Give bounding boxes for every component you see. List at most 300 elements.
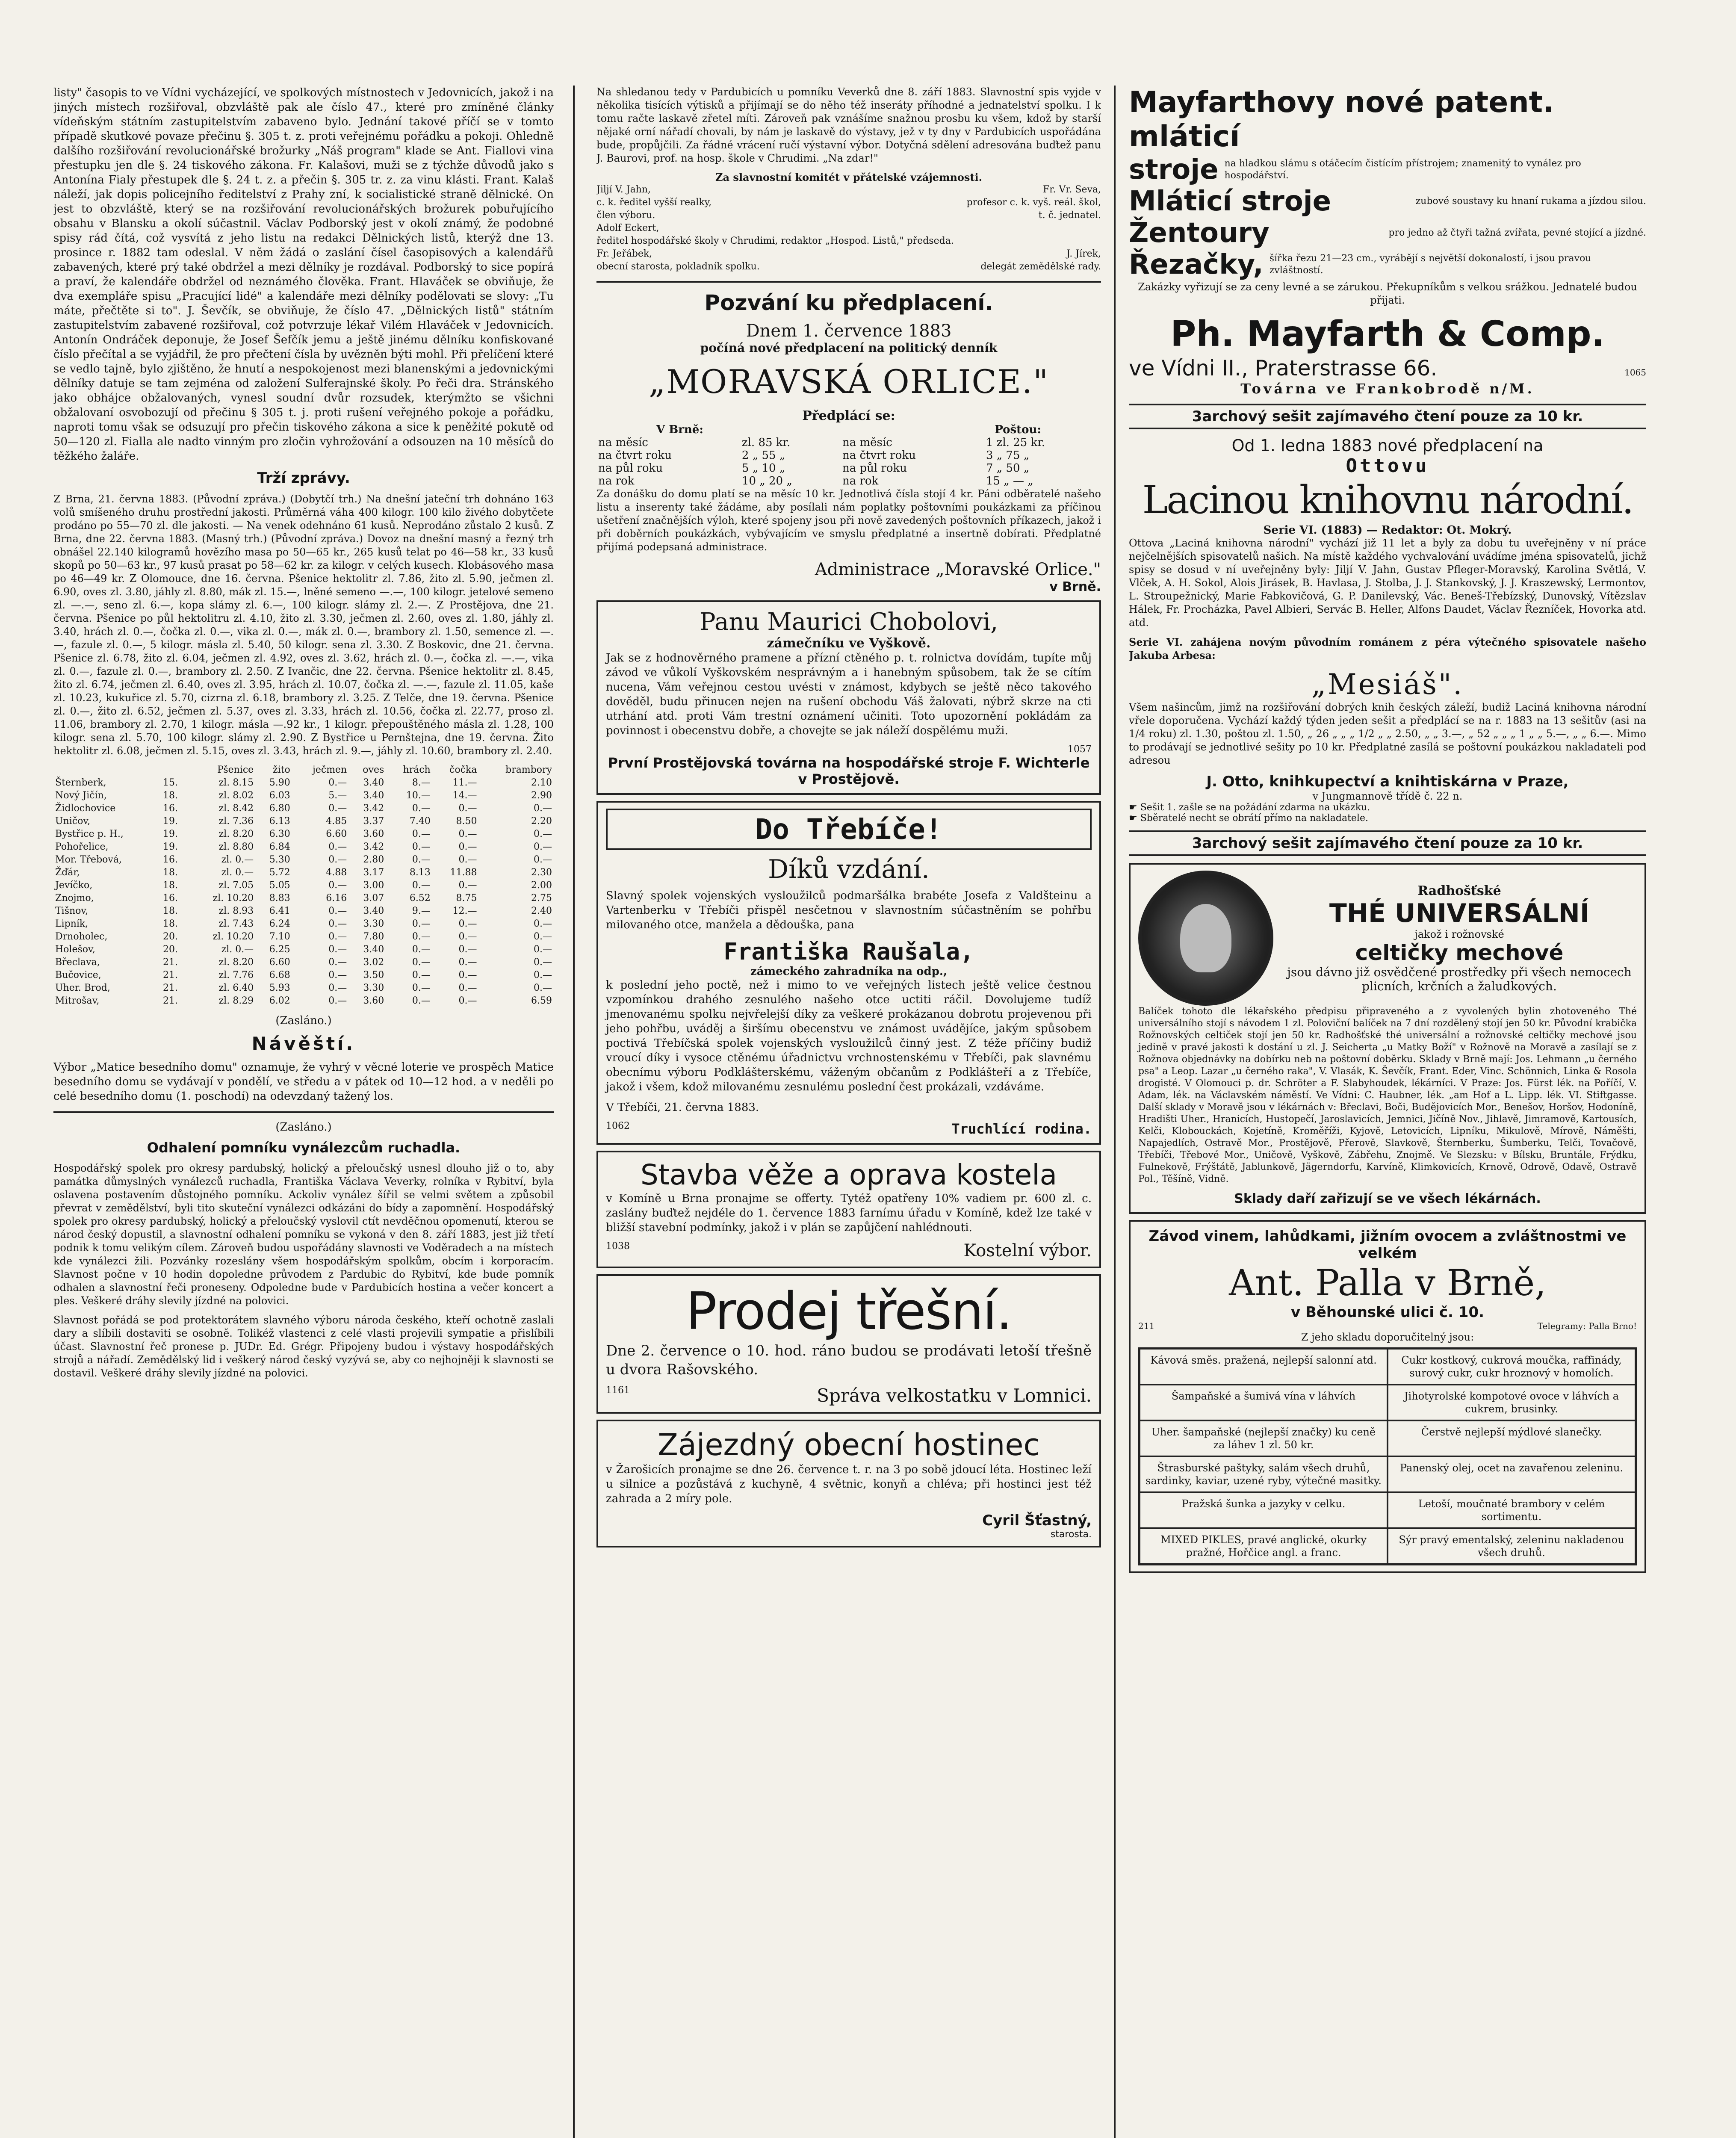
hostinec-title: Zájezdný obecní hostinec: [658, 1427, 1040, 1462]
table-cell: 6.25: [269, 944, 290, 955]
brne-label: V Brně:: [656, 423, 703, 436]
table-cell: 6.68: [269, 970, 290, 980]
pointing-hand-icon: ☛: [1129, 802, 1140, 813]
universal-ad: [1129, 863, 1646, 1214]
table-row: [596, 462, 1101, 475]
signature-block: [596, 183, 1101, 273]
navesti-text: Výbor „Matice besedního domu" oznamuje, že vyhrý v věcné loterie ve prospěch Matice besedního domu se vydávají v pondělí, ve středu a v pátek od 10—12 hod. a v neděli po celé besedního domu (1. poschodí) na odevzdaný tažený los.: [53, 1061, 554, 1103]
table-cell: 0.—: [412, 829, 431, 839]
table-cell: 14.—: [452, 790, 477, 801]
table-cell: 6.80: [269, 803, 290, 814]
table-cell: 3.42: [363, 803, 384, 814]
table-row: [596, 436, 1101, 449]
palla-telegram: Telegramy: Palla Brno!: [1537, 1321, 1637, 1331]
note-text: Sešit 1. zašle se na požádání zdarma na ukázku.: [1140, 802, 1370, 813]
table-row: [596, 449, 1101, 462]
table-cell: 18.: [163, 906, 178, 916]
table-cell: 0.—: [534, 983, 552, 993]
table-cell: 4.88: [326, 867, 347, 878]
table-row: [53, 969, 554, 982]
table-header: [161, 764, 189, 777]
table-cell: Bystřice p. H.,: [55, 829, 124, 839]
table-cell: Mitrošav,: [55, 995, 100, 1006]
table-cell: 0.—: [328, 983, 347, 993]
mesias-text: Všem našincům, jimž na rozšiřování dobrých knih českých záleží, budiž Laciná knihovna národní vřele doporučena. Vychází každý týden jeden sešit a předplácí se na r. 1883 na 13 sešitův (asi na 1/4 roku) zl. 1.30, poštou zl. 1.50, „ 26 „ „ „ 1/2 „ „ 2.50, „ „ 3.—, „ 52 „ „ „ 1 „ „ 5.—, „ „ 6.—. Mimo to prodávají se jednotlivé sešity po 10 kr. Předplatné zasílá se poštovní poukázkou nakladateli pod adresou: [1129, 701, 1646, 766]
table-cell: 8.83: [269, 893, 290, 904]
table-cell: 0.—: [534, 944, 552, 955]
odhaleni-heading: Odhalení pomníku vynálezcům ruchadla.: [147, 1140, 461, 1156]
table-cell: 9.—: [412, 906, 431, 916]
table-cell: 16.: [163, 803, 178, 814]
table-row: [596, 475, 1101, 487]
sesit-note: [1129, 813, 1646, 824]
table-row: [53, 905, 554, 918]
stavba-ad: [596, 1151, 1101, 1268]
table-cell: 3.07: [363, 893, 384, 904]
pozvani-sub: počíná nové předplacení na politický denník: [700, 341, 998, 355]
diku-role: zámeckého zahradníka na odp.,: [750, 965, 947, 978]
table-header: Pšenice: [217, 765, 254, 775]
factory-location: Továrna ve Frankobrodě n/M.: [1240, 381, 1535, 397]
table-cell: 3.60: [363, 995, 384, 1006]
table-cell: 0.—: [328, 918, 347, 929]
stavba-signature: Kostelní výbor.: [963, 1241, 1092, 1261]
table-cell: 2.40: [531, 906, 552, 916]
table-cell: 3.00: [363, 880, 384, 891]
company-address: ve Vídni II., Praterstrasse 66.: [1129, 356, 1438, 381]
signature-row: [596, 222, 1101, 235]
table-header: čočka: [449, 765, 477, 775]
signature-row: [596, 235, 1101, 248]
table-header: oves: [363, 765, 384, 775]
ad-title: Panu Maurici Chobolovi,: [699, 608, 998, 636]
table-cell: 3.30: [363, 918, 384, 929]
table-cell: 0.—: [328, 880, 347, 891]
product-desc: na hladkou slámu s otáčecím čistícím přístrojem; znamenitý to vynález pro hospodářství.: [1224, 158, 1581, 181]
table-cell: 3.40: [363, 790, 384, 801]
table-cell: 2.30: [531, 867, 552, 878]
diku-signature: Truchlící rodina.: [951, 1121, 1092, 1137]
product-row: [1129, 249, 1646, 281]
table-cell: na měsíc: [842, 436, 892, 449]
portrait-seal-icon: [1138, 871, 1273, 1006]
signature-cell: Fr. Vr. Seva,: [1043, 184, 1101, 195]
diku-date: V Třebíči, 21. června 1883.: [606, 1101, 759, 1114]
table-cell: 4.85: [326, 816, 347, 827]
table-cell: 0.—: [458, 854, 477, 865]
table-cell: 20.: [163, 931, 178, 942]
table-cell: 6.52: [409, 893, 431, 904]
product-row: [1129, 186, 1646, 217]
table-cell: zl. 8.29: [218, 995, 254, 1006]
table-cell: 18.: [163, 790, 178, 801]
table-row: [53, 995, 554, 1007]
table-cell: zl. 0.—: [221, 944, 254, 955]
product-cell: Panenský olej, ocet na zavařenou zeleninu.: [1388, 1456, 1636, 1492]
sesit-note: [1129, 802, 1646, 813]
table-cell: 3.17: [363, 867, 384, 878]
table-cell: 21.: [163, 995, 178, 1006]
table-cell: 0.—: [458, 829, 477, 839]
table-cell: Žďár,: [55, 867, 80, 878]
table-row: [53, 930, 554, 943]
table-cell: zl. 8.15: [218, 777, 254, 788]
table-cell: 0.—: [458, 842, 477, 852]
mayfarth-text: Zakázky vyřizují se za ceny levné a se zárukou. Překupníkům s velkou srážkou. Jednatelé budou přijati.: [1138, 281, 1637, 306]
table-cell: 0.—: [412, 854, 431, 865]
table-row: [53, 892, 554, 905]
table-cell: na čtvrt roku: [598, 449, 672, 462]
odhaleni-text: Hospodářský spolek pro okresy pardubský, holický a přeloučský usnesl dlouho již o to, aby památka důmyslných vynálezců ruchadla, Františka Václava Veverky, rolníka v Rybitví, byla oslavena postavením důstojného pomníku. Ackoliv vynález šířil se velmi světem a způsobil převrat v zemědělství, byli tito skuteční vynálezci odkázáni do bídy a zapomnění. Hospodářský spolek pro okresy pardubský, holický a přeloučský vyslovil ctít nevděčnou opomenutí, kterou se národ český dopustil, a slavnostní odhalení pomníku se vykoná v den 8. září 1883, jest již třetí podnik k tomu velikým cílem. Zároveň budou uspořádány slavnosti ve Voděradech a na místech kde vynálezci žili. Pozvánky rozeslány všem hospodářským spolkům, obcím i korporacím. Slavnost počne v 10 hodin dopoledne průvodem z Pardubic do Rybitví, kde bude pomník odhalen a slavnostní řeči proneseny. Odpoledne bude v Pardubicích hostina a večer koncert a ples. Veškeré dráhy slevily jízdné na polovici.: [53, 1162, 554, 1307]
table-cell: zl. 85 kr.: [741, 436, 791, 449]
table-cell: Židlochovice: [55, 803, 116, 814]
prodej-signature: Správa velkostatku v Lomnici.: [817, 1385, 1092, 1406]
pozvani-text: Za donášku do domu platí se na měsíc 10 kr. Jednotlivá čísla stojí 4 kr. Páni odběratelé našeho listu a inserenty také žádáme, aby posílali nám poplatky poštovními poukázkami za příčinou ušetření značnějších výloh, které spojeny jsou při nově zavedených poštovních příkazech, jakož i při doběrních poukázkách, vybývajícím ve smyslu předplatné a insertně dobírati. Předplatné přijímá podepsaná administrace.: [596, 488, 1101, 553]
table-cell: 0.—: [534, 970, 552, 980]
diku-text: Slavný spolek vojenských vysloužilců podmaršálka brabéte Josefa z Valdšteinu a Vartenberku v Třebíči přispěl nesčetnou v slavnostním súčastněním se pohřbu milovaného otce, manžela a dědouška, pana: [606, 889, 1092, 931]
table-row: [53, 982, 554, 995]
table-cell: Holešov,: [55, 944, 95, 955]
table-row: [53, 918, 554, 930]
table-cell: zl. 0.—: [221, 867, 254, 878]
table-cell: 19.: [163, 842, 178, 852]
zaslano-label: (Zasláno.): [275, 1014, 332, 1027]
od-ledna: Od 1. ledna 1883 nové předplacení na: [1231, 436, 1544, 455]
product-row: [1129, 154, 1646, 186]
table-header: brambory: [505, 765, 552, 775]
product-row: [1129, 217, 1646, 249]
table-cell: 0.—: [412, 957, 431, 968]
ad-number: 1057: [1068, 744, 1092, 755]
table-header-row: [53, 764, 554, 777]
table-row: [53, 815, 554, 828]
signature-cell: delegát zemědělské rady.: [980, 261, 1101, 272]
table-row: [53, 789, 554, 802]
table-cell: 16.: [163, 854, 178, 865]
table-cell: 6.03: [269, 790, 290, 801]
table-cell: Uničov,: [55, 816, 91, 827]
table-cell: 0.—: [412, 880, 431, 891]
table-row: [53, 802, 554, 815]
table-cell: 3.02: [363, 957, 384, 968]
table-row: [53, 943, 554, 956]
table-cell: Mor. Třebová,: [55, 854, 122, 865]
hostinec-text: v Žarošicích pronajme se dne 26. července t. r. na 3 po sobě jdoucí léta. Hostinec leží u silnice a pozůstává z kuchyně, 4 světnic, konyň a chléva; při hostinci jest též zahrada a 2 míry pole.: [606, 1463, 1092, 1505]
sesit-banner: 3archový sešit zajímavého čtení pouze za 10 kr.: [1129, 830, 1646, 856]
universal-title: THÉ UNIVERSÁLNÍ: [1329, 898, 1590, 928]
table-cell: 0.—: [412, 931, 431, 942]
mesias-title: „Mesiáš".: [1311, 668, 1464, 701]
table-cell: 3.40: [363, 944, 384, 955]
table-cell: 8.—: [412, 777, 431, 788]
table-cell: Znojmo,: [55, 893, 94, 904]
product-cell: Jihotyrolské kompotové ovoce v láhvích a cukrem, brusinky.: [1388, 1385, 1636, 1420]
trebic-title: Do Třebíče!: [606, 809, 1092, 850]
table-cell: Břeclava,: [55, 957, 100, 968]
table-cell: 1 zl. 25 kr.: [986, 436, 1045, 449]
table-cell: 0.—: [534, 842, 552, 852]
palla-ad: [1129, 1220, 1646, 1573]
table-cell: 0.—: [534, 918, 552, 929]
lacinou-text: Ottova „Laciná knihovna národní" vychází již 11 let a byly za dobu tu uveřejněny v ní práce nejčelnějších spisovatelů našich. Na místě každého vychvalování uvádíme jména spisovatelů, jichž spisy se dosud v ní uveřejněny byly: Jiljí V. Jahn, Gustav Pfleger-Moravský, Karolina Světlá, V. Vlček, A. H. Sokol, Alois Jirásek, B. Havlasa, J. Stolba, J. J. Stankovský, J. J. Kraszewský, Lermontov, L. Stroupežnický, Marie Fabkovičová, G. P. Danilevský, Vác. Beneš-Třebízský, Dunovský, Vítězslav Hálek, Fr. Procházka, Pavel Albieri, Servác B. Heller, Alfons Daudet, Václav Řezníček, Hovorka atd. atd.: [1129, 537, 1646, 629]
table-cell: 0.—: [534, 803, 552, 814]
table-cell: 0.—: [412, 803, 431, 814]
pozvani-heading: Pozvání ku předplacení.: [704, 290, 993, 315]
table-cell: 7.10: [269, 931, 290, 942]
sklady-line: Sklady daří zařizují se ve všech lékárnách.: [1234, 1191, 1541, 1206]
lacinou-title: Lacinou knihovnu národní.: [1142, 478, 1633, 523]
signature-cell: ředitel hospodářské školy v Chrudimi, redaktor „Hospod. Listů," předseda.: [596, 236, 954, 246]
zaslano-label: (Zasláno.): [275, 1121, 332, 1134]
table-cell: 6.60: [326, 829, 347, 839]
column-divider: [1114, 86, 1116, 2138]
company-name: Ph. Mayfarth & Comp.: [1170, 314, 1605, 354]
table-cell: zl. 6.40: [218, 983, 254, 993]
product-desc: zubové soustavy ku hnaní rukama a jízdou silou.: [1415, 196, 1646, 207]
product-cell: Šampaňské a šumivá vína v láhvích: [1140, 1385, 1388, 1420]
table-row: [53, 777, 554, 789]
table-cell: 0.—: [458, 880, 477, 891]
product-cell: Kávová směs. pražená, nejlepší salonní atd.: [1140, 1349, 1388, 1385]
table-cell: zl. 8.20: [218, 829, 254, 839]
table-cell: 3.42: [363, 842, 384, 852]
table-cell: 6.13: [269, 816, 290, 827]
stavba-title: Stavba věže a oprava kostela: [640, 1158, 1057, 1191]
ad-number: 1062: [606, 1121, 630, 1131]
table-cell: 3.40: [363, 906, 384, 916]
stavba-footer: [606, 1241, 1092, 1261]
table-cell: 5.—: [328, 790, 347, 801]
table-cell: 0.—: [458, 983, 477, 993]
serie-text: Serie VI. zahájena novým původním románem z péra výtečného spisovatele našeho Jakuba Arbesa:: [1129, 636, 1646, 661]
signature-row: [596, 260, 1101, 273]
signature-cell: J. Jírek,: [1066, 248, 1101, 259]
table-row: [53, 841, 554, 853]
table-cell: 0.—: [534, 829, 552, 839]
column-divider: [573, 86, 575, 2138]
table-cell: 6.24: [269, 918, 290, 929]
table-cell: 0.—: [328, 777, 347, 788]
table-cell: Nový Jičín,: [55, 790, 107, 801]
diku-name: Františka Raušala,: [723, 938, 974, 965]
note-text: Sběratelé necht se obrátí přímo na nakladatele.: [1140, 813, 1368, 824]
table-header: [53, 764, 161, 777]
odhaleni-text: Slavnost pořádá se pod protektorátem slavného výboru národa českého, kteří ochotně zaslali dary a slíbili dostaviti se osobně. Tolikéž vlastenci z celé vlasti projevili sympatie a přislíbili účast. Slavnostní řeč pronese p. JUDr. Ed. Grégr. Připojeny budou i výstavy hospodářských strojů a nářadí. Zemědělský lid i veškerý národ český vyzývá se, aby co nejhojněji k slavnosti se dostavil. Veškeré dráhy slevily jízdné na polovici.: [53, 1314, 554, 1379]
brno-signature: v Brně.: [1049, 579, 1101, 594]
table-cell: zl. 8.80: [218, 842, 254, 852]
ad-number: 1065: [1624, 367, 1646, 378]
table-cell: 0.—: [412, 970, 431, 980]
paper-name: „MORAVSKÁ ORLICE.": [648, 363, 1049, 401]
signature-cell: Fr. Jeřábek,: [596, 248, 652, 259]
table-cell: 2.75: [531, 893, 552, 904]
table-cell: zl. 7.43: [218, 918, 254, 929]
table-cell: 2.20: [531, 816, 552, 827]
newspaper-page: [26, 21, 1710, 2138]
table-cell: na čtvrt roku: [842, 449, 916, 462]
table-cell: Uher. Brod,: [55, 983, 110, 993]
price-table-body: [53, 777, 554, 1007]
table-cell: 5.90: [269, 777, 290, 788]
table-cell: 0.—: [328, 803, 347, 814]
pozvani-date: Dnem 1. července 1883: [746, 321, 952, 341]
table-cell: zl. 8.20: [218, 957, 254, 968]
table-cell: 0.—: [458, 970, 477, 980]
trebic-ad: [596, 801, 1101, 1145]
table-cell: na rok: [842, 475, 879, 487]
signature-row: [596, 183, 1101, 196]
table-row: [53, 879, 554, 892]
table-cell: 0.—: [328, 854, 347, 865]
table-row: [53, 853, 554, 866]
prodej-ad: [596, 1274, 1101, 1414]
product-cell: Sýr pravý ementalský, zeleninu nakladenou všech druhů.: [1388, 1528, 1636, 1564]
table-cell: 15 „ — „: [986, 475, 1033, 487]
middle-column: [596, 86, 1101, 2138]
celticky-title: celtičky mechové: [1355, 940, 1564, 965]
market-text: Z Brna, 21. června 1883. (Původní zpráva.) (Dobytčí trh.) Na dnešní jateční trh dohnáno 163 volů smíšeného druhu prostřední jakosti. Průměrná váha 400 kilogr. 100 kilo živého dobytčete prodáno po 55—70 zl. dle jakosti. — Na venek odehnáno 61 kusů. Neprodáno zůstalo 2 kusů. Z Brna, dne 22. června 1883. (Masný trh.) (Původní zpráva.) Dovoz na dnešní masný a řezný trh obnášel 22.140 kilogramů hovězího masa po 50—65 kr., 265 kusů telat po 46—58 kr., 33 kusů skopů po 50—63 kr., 97 kusů prasat po 58—62 kr. za kilogr. v celých kusech. Klobásového masa po 46—49 kr. Z Olomouce, dne 16. června. Pšenice hektolitr zl. 7.86, žito zl. 5.90, ječmen zl. 6.90, oves zl. 3.80, jáhly zl. 8.80, mák zl. 15.—, lněné semeno —.—, 100 kilogr. jetelové semeno zl. —.—, seno zl. 6.—, kopa slámy zl. 6.—, 100 kilogr. slámy zl. 2.—. Z Prostějova, dne 21. června. Pšenice po půl hektolitru zl. 4.10, žito zl. 3.30, ječmen zl. 2.60, oves zl. 1.80, jáhly zl. 3.40, hrách zl. 0.—, čočka zl. 0.—, vika zl. 0.—, mák zl. 0.—, brambory zl. 1.50, semence zl. —.—, fazule zl. 0.—, 5 kilogr. másla zl. 5.40, 50 kilogr. sena zl. 3.30. Z Boskovic, dne 21. června. Pšenice zl. 6.78, žito zl. 6.04, ječmen zl. 4.92, oves zl. 3.62, hrách zl. 0.—, čočka zl. —.—, vika zl. 0.—, fazule zl. 0.—, brambory zl. 2.50. Z Ivančic, dne 22. června. Pšenice hektolitr zl. 8.45, žito zl. 6.74, ječmen zl. 6.40, oves zl. 3.95, hrách zl. 10.07, čočka zl. —.—, fazule zl. 11.05, kaše zl. 10.23, kukuřice zl. 5.70, cizrna zl. 6.18, brambory zl. 3.25. Z Telče, dne 19. června. Pšenice zl. 0.—, žito zl. 6.52, ječmen zl. 5.37, oves zl. 3.33, hrách zl. 10.56, čočka zl. 22.77, proso zl. 11.06, brambory zl. 2.70, 1 kilogr. másla —.92 kr., 1 kilogr. přepouštěného másla zl. 1.28, 100 kilogr. sena zl. 5.70, 100 kilogr. slámy zl. 2.90. Z Bystřice u Pernštejna, dne 19. června. Žito hektolitr zl. 6.08, ječmen zl. 5.15, oves zl. 3.43, hrách zl. 9.—, jáhly zl. 10.60, brambory zl. 2.40.: [53, 493, 554, 757]
signature-cell: Adolf Eckert,: [596, 223, 659, 233]
hostinec-role: starosta.: [1050, 1529, 1092, 1540]
table-cell: 21.: [163, 970, 178, 980]
table-cell: 8.13: [409, 867, 431, 878]
table-cell: 6.59: [531, 995, 552, 1006]
table-cell: 0.—: [412, 983, 431, 993]
table-cell: 12.—: [452, 906, 477, 916]
table-cell: 6.41: [269, 906, 290, 916]
table-row: [53, 828, 554, 841]
universal-titles: [1282, 883, 1637, 993]
signature-row: [596, 209, 1101, 222]
company-address-row: [1129, 356, 1646, 381]
radhost-label: Radhošťské: [1417, 883, 1501, 898]
signature-cell: profesor c. k. vyš. reál. škol,: [966, 197, 1101, 208]
table-cell: 19.: [163, 816, 178, 827]
signature-row: [596, 196, 1101, 209]
table-cell: 0.—: [458, 995, 477, 1006]
ottovu: Ottovu: [1346, 455, 1429, 477]
prodej-text: Dne 2. července o 10. hod. ráno budou se prodávati letoší třešně u dvora Rašovského.: [606, 1342, 1092, 1378]
stavba-text: v Komíně u Brna pronajme se offerty. Tytéž opatřeny 10% vadiem pr. 600 zl. c. zaslány buďtež nejdéle do 1. července 1883 farnímu úřadu v Komíně, kdež lze také v bližší stavební podmínky, jakož i v plán se zapůjčení nahlédnouti.: [606, 1192, 1092, 1234]
product-grid: [1138, 1347, 1637, 1565]
sesit-banner: 3archový sešit zajímavého čtení pouze za 10 kr.: [1129, 404, 1646, 429]
table-cell: 0.—: [412, 918, 431, 929]
ad-text: Jak se z hodnověrného pramene a přízní ctěného p. t. rolnictva dovídám, tupíte můj závod ve vůkolí Vyškovském nesprávným a i hanebným spůsobem, tak že se cítím nucena, Vám veřejnou cestou uvésti v známost, kdybych se ještě něco takového dověděl, budu přinucen nejen na rušení obchodu Váš žalovati, nýbrž skrze na cti utrhání atd. proti Vám trestní oznámení učiniti. Toto upozornění pokládám za povinnost i obecenstvu dobře, a chovejte se jak náleží dospělému muži.: [606, 652, 1092, 737]
table-cell: 2.90: [531, 790, 552, 801]
signature-cell: Jiljí V. Jahn,: [596, 184, 651, 195]
diku-footer: [606, 1121, 1092, 1137]
rozmanite-label: jakož i rožnovské: [1414, 928, 1504, 940]
mayfarth-title: Mayfarthovy nové patent. mláticí: [1129, 86, 1554, 154]
table-header: ječmen: [313, 765, 347, 775]
divider: [53, 1111, 554, 1113]
universal-header: [1138, 871, 1637, 1006]
table-cell: zl. 8.02: [218, 790, 254, 801]
serie-line: Serie VI. (1883) — Redaktor: Ot. Mokrý.: [1263, 524, 1512, 537]
chobolovi-ad: [596, 600, 1101, 795]
table-cell: Bučovice,: [55, 970, 101, 980]
table-cell: 0.—: [328, 944, 347, 955]
right-column: [1129, 86, 1646, 2138]
table-row: [53, 956, 554, 969]
palla-intro: Z jeho skladu doporučitelný jsou:: [1301, 1331, 1474, 1343]
table-cell: 11.—: [452, 777, 477, 788]
prodej-footer: [606, 1385, 1092, 1406]
table-cell: 16.: [163, 893, 178, 904]
product-label: Mláticí stroje: [1129, 186, 1332, 217]
table-cell: zl. 8.93: [218, 906, 254, 916]
table-cell: 6.84: [269, 842, 290, 852]
table-header: žito: [273, 765, 290, 775]
table-cell: 0.—: [458, 918, 477, 929]
palla-meta: [1138, 1321, 1637, 1331]
table-cell: 10.—: [406, 790, 431, 801]
product-label: stroje: [1129, 154, 1219, 186]
table-cell: Pohořelice,: [55, 842, 109, 852]
table-cell: Šternberk,: [55, 777, 106, 788]
product-desc: šířka řezu 21—23 cm., vyrábějí s největší dokonalostí, i jsou pravou zvláštností.: [1269, 253, 1591, 276]
table-cell: 3.60: [363, 829, 384, 839]
ad-subtitle: zámečníku ve Vyškově.: [767, 636, 931, 651]
table-cell: 5 „ 10 „: [741, 462, 785, 475]
palla-address: v Běhounské ulici č. 10.: [1290, 1304, 1485, 1321]
pointing-hand-icon: ☛: [1129, 813, 1140, 824]
table-header: hrách: [403, 765, 431, 775]
product-cell: Štrasburské paštyky, salám všech druhů, sardinky, kaviar, uzené ryby, výtečné masitky.: [1140, 1456, 1388, 1492]
table-cell: 0.—: [412, 944, 431, 955]
universal-text: jsou dávno již osvědčené prostředky při všech nemocech plicních, krčních a žaludkových.: [1287, 965, 1632, 993]
table-cell: 0.—: [458, 803, 477, 814]
ad-number: 1161: [606, 1385, 630, 1396]
table-cell: 3 „ 75 „: [986, 449, 1030, 462]
market-heading: Trží zprávy.: [257, 470, 350, 487]
table-row: [53, 866, 554, 879]
subscription-table: [596, 436, 1101, 487]
table-cell: 0.—: [328, 957, 347, 968]
table-cell: 0.—: [328, 995, 347, 1006]
predplaci-label: Předplácí se:: [802, 408, 895, 423]
table-cell: 21.: [163, 983, 178, 993]
table-cell: 5.93: [269, 983, 290, 993]
table-cell: 0.—: [328, 970, 347, 980]
product-cell: Cukr kostkový, cukrová moučka, raffinády, surový cukr, cukr hroznový v homolích.: [1388, 1349, 1636, 1385]
notice-text: Na shledanou tedy v Pardubicích u pomníku Veverků dne 8. září 1883. Slavnostní spis vyjde v několika tisících výtisků a přijímají se do něho též inseráty příhodné a jednatelství spolku. I k tomu račte laskavě zřetel míti. Zároveň pak vznášíme snažnou prosbu ku všem, kdož by starší nějaké orní nářadí chovali, by nám je laskavě do výstavy, jež v ty dny v Pardubicích uspořádána bude, propůjčili. Za řádné vrácení ručí výstavní výbor. Dotyčná sdělení adresována buďtež panu J. Baurovi, prof. na hosp. škole v Chrudimi. „Na zdar!": [596, 86, 1101, 164]
committee-heading: Za slavnostní komitét v přátelské vzájemnosti.: [715, 171, 982, 183]
table-cell: 18.: [163, 918, 178, 929]
product-cell: Čerstvě nejlepší mýdlové slanečky.: [1388, 1420, 1636, 1456]
ad-number: 211: [1138, 1321, 1155, 1331]
signature-row: [596, 248, 1101, 260]
table-cell: 0.—: [534, 957, 552, 968]
table-cell: Drnoholec,: [55, 931, 108, 942]
table-cell: 0.—: [328, 906, 347, 916]
table-cell: 15.: [163, 777, 178, 788]
hostinec-ad: [596, 1420, 1101, 1547]
diku-title: Díků vzdání.: [768, 854, 930, 884]
table-cell: 6.30: [269, 829, 290, 839]
table-cell: 2 „ 55 „: [741, 449, 785, 462]
table-cell: 0.—: [534, 854, 552, 865]
table-cell: 6.60: [269, 957, 290, 968]
table-cell: 0.—: [328, 931, 347, 942]
table-cell: 0.—: [412, 995, 431, 1006]
product-label: Řezačky,: [1129, 249, 1264, 281]
table-cell: 7.40: [409, 816, 431, 827]
table-cell: 21.: [163, 957, 178, 968]
price-table: [53, 764, 554, 1007]
article-text: listy" časopis to ve Vídni vycházející, ve spolkových místnostech v Jedovnicích, jakož i na jiných místech rozšiřoval, obzvláště pak ale číslo 47., které pro zmíněné články vídeňským státním zastupitelstvím zabaveno bylo. Jednání takové příčí se v tomto případě skutkové povaze přečinu §. 305 t. z. proti veřejnému pořádku a pokoji. Ohledně dalšího rozšiřování revolucionářské brožurky „Náš program" klade se Ant. Fiallovi vina přestupku jen dle §. 24 tiskového zákona. Fr. Kalašovi, muži se z týchže důvodů jako s Antonína Fialy přestupek dle §. 24 t. z. a přečin §. 305 tr. z. za vinu klásti. Frant. Kalaš náleží, jak dopis policejního ředitelství z Prahy zní, k socialistické straně dělnické. On jest to obzvláště, který se na rozšiřování revolucionářských brožurek pobuřujícího obsahu v Blansku a okolí súčastnil. Václav Podborský jest v okolí známý, že podobné spisy rád čítá, což vysvítá z jeho listu na redakci Dělnických listů, kterýž dne 13. prosince r. 1882 tam odeslal. V něm žádá o zaslání čísel časopisových a kalendářů zabavených, které prý také obdržel a mezi dělníky je rozdával. Podborský to sice popírá a praví, že kalendáře obdržel od neznámého člověka. Frant. Hlaváček se obviňuje, že dva exempláře spisu „Pracující lidé" a kalendáře mezi dělníky podělovati se slovy: „Tu máte, přečtěte si to". J. Ševčík, se obviňuje, že číslo 47. „Dělnických listů" státním zastupitelstvím zabavené rozšiřoval, což potvrzuje lékař Vilém Hlaváček v Jedovnicích. Antonín Ondráček deponuje, že Josef Šefčík jemu a ještě jinému dělníku konfiskované číslo přečítal a se vyjádřil, že pro přečtení čísla by uvězněn býti mohl. Při přelíčení které se vedlo tajně, bylo zjištěno, že hnutí a nespokojenost mezi blanenskými a jedovnickými dělníky datuje se tam zejména od založení Sulferajnské školy. Po řeči dra. Stránského jako obhájce obžalovaných, vynesl soudní dvůr rozsudek, kterýmžto se všichni obžalovaní osvobozují od přečinu § 305 t. j. proti rušení veřejného pokoje a pořádku, naproti tomu však se odsuzují pro přečin tiskového zákona a sice k peněžité pokutě od 50—120 zl. Fialla ale nadto vinným pro zločin vyhrožování a odsouzen na 10 měsíců do těžkého žaláře.: [53, 86, 554, 463]
administrace-signature: Administrace „Moravské Orlice.": [815, 560, 1101, 579]
